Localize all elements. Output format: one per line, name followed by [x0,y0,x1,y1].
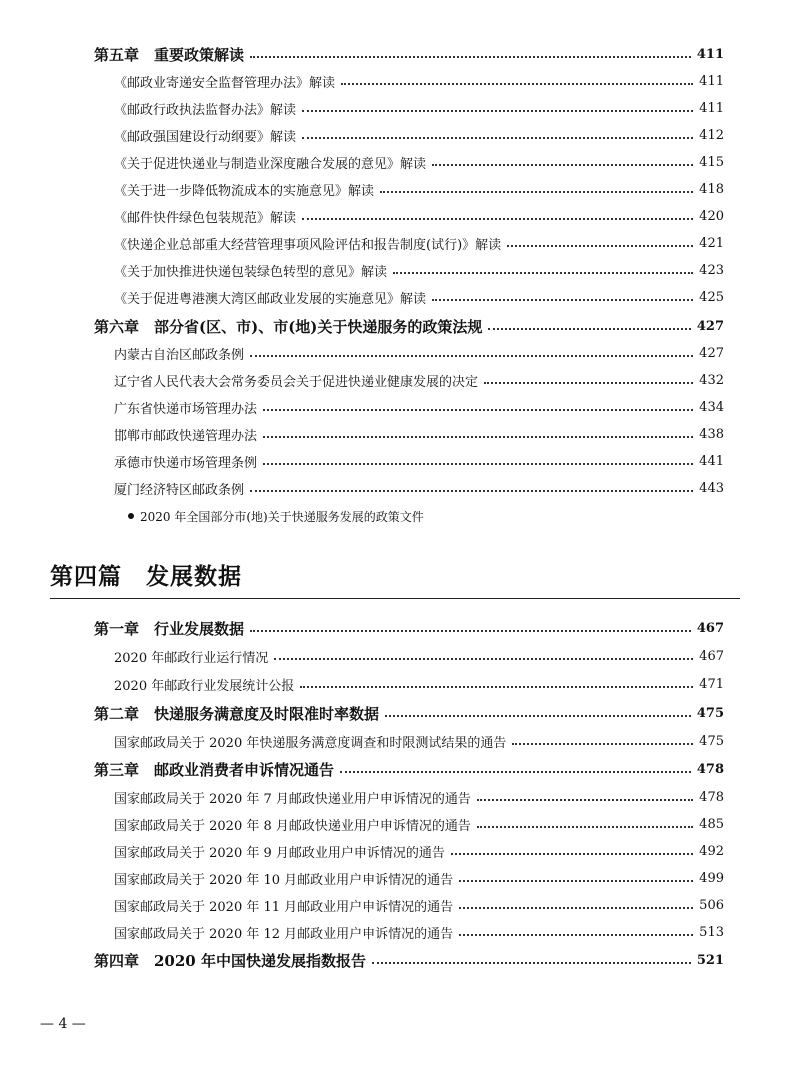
toc-entry-title: 《邮政业寄递安全监督管理办法》解读 [114,75,336,91]
dot-leader [451,853,693,855]
toc-page-number: 432 [699,372,724,388]
dot-leader [302,218,693,220]
dot-leader [250,355,693,357]
dot-leader [300,686,693,688]
dot-leader [274,658,693,660]
toc-chapter-title: 第二章 快递服务满意度及时限准时率数据 [94,704,380,723]
dot-leader [477,826,693,828]
toc-entry[interactable] [0,395,790,419]
toc-entry[interactable] [0,204,790,228]
toc-page-number: 475 [699,733,724,749]
toc-entry-title: 广东省快递市场管理办法 [114,401,258,417]
toc-entry[interactable] [0,231,790,255]
dot-leader [263,463,693,465]
dot-leader [477,799,693,801]
toc-entry-title: 国家邮政局关于 2020 年 7 月邮政快递业用户申诉情况的通告 [114,791,471,807]
toc-entry[interactable] [0,285,790,309]
toc-entry[interactable] [0,177,790,201]
toc-entry[interactable] [0,893,790,917]
toc-entry-title: 国家邮政局关于 2020 年 9 月邮政业用户申诉情况的通告 [114,845,445,861]
toc-chapter-title: 第六章 部分省(区、市)、市(地)关于快递服务的政策法规 [94,317,483,336]
toc-page-number: 415 [699,154,724,170]
toc-entry[interactable] [0,69,790,93]
toc-entry-title: 国家邮政局关于 2020 年快递服务满意度调查和时限测试结果的通告 [114,735,507,751]
toc-entry-title: 《关于促进粤港澳大湾区邮政业发展的实施意见》解读 [114,291,427,307]
dot-leader [372,962,691,964]
toc-page-number: 478 [696,761,724,777]
toc-page-number: 443 [699,480,724,496]
toc-entry[interactable] [0,341,790,365]
toc-entry-title: 2020 年邮政行业发展统计公报 [114,678,295,694]
dot-leader [507,245,693,247]
toc-chapter-title: 第三章 邮政业消费者申诉情况通告 [94,760,335,779]
toc-entry[interactable] [0,449,790,473]
dot-leader [263,409,693,411]
toc-page-number: 499 [699,870,724,886]
toc-entry-title: 国家邮政局关于 2020 年 12 月邮政业用户申诉情况的通告 [114,926,454,942]
toc-entry-title: 《关于促进快递业与制造业深度融合发展的意见》解读 [114,156,427,172]
toc-chapter[interactable] [0,616,790,640]
toc-page-number: 418 [699,181,724,197]
toc-entry[interactable] [0,96,790,120]
dot-leader [340,771,691,773]
dot-leader [488,328,690,330]
dot-leader [302,137,693,139]
toc-page-number: 441 [699,453,724,469]
dot-leader [432,164,693,166]
toc-chapter[interactable] [0,42,790,66]
toc-entry-title: 《邮政行政执法监督办法》解读 [114,102,297,118]
toc-entry[interactable] [0,644,790,668]
dot-leader [250,56,691,58]
toc-entry-title: 邯郸市邮政快递管理办法 [114,428,258,444]
toc-entry[interactable] [0,368,790,392]
toc-chapter-title: 第四章 2020 年中国快递发展指数报告 [94,951,366,970]
toc-entry-title: 2020 年邮政行业运行情况 [114,650,269,666]
toc-entry-title: 《邮政强国建设行动纲要》解读 [114,129,297,145]
toc-page-number: 506 [699,897,724,913]
toc-page-number: 411 [699,100,724,116]
toc-entry-title: 《邮件快件绿色包装规范》解读 [114,210,297,226]
dot-leader [302,110,693,112]
toc-entry[interactable] [0,422,790,446]
toc-entry-title: 内蒙古自治区邮政条例 [114,347,245,363]
toc-entry-title: 《快递企业总部重大经营管理事项风险评估和报告制度(试行)》解读 [114,237,502,253]
toc-chapter[interactable] [0,314,790,338]
toc-entry-title: 《关于加快推进快递包装绿色转型的意见》解读 [114,264,388,280]
toc-page-number: 467 [699,648,724,664]
dot-leader [459,907,693,909]
dot-leader [380,191,693,193]
toc-entry[interactable] [0,785,790,809]
toc-page-number: 438 [699,426,724,442]
toc-note-text: 2020 年全国部分市(地)关于快递服务发展的政策文件 [140,509,424,524]
toc-chapter-title: 第五章 重要政策解读 [94,45,245,64]
toc-entry-title: 国家邮政局关于 2020 年 11 月邮政业用户申诉情况的通告 [114,899,454,915]
dot-leader [459,934,693,936]
toc-page-number: 478 [699,789,724,805]
toc-page-number: 521 [696,952,724,968]
dot-leader [432,299,693,301]
part-heading [50,558,242,591]
toc-page-number: 425 [699,289,724,305]
page-footer-number: — 4 — [40,1016,86,1032]
toc-page-number: 485 [699,816,724,832]
toc-entry-title: 承德市快递市场管理条例 [114,455,258,471]
toc-page-number: 421 [699,235,724,251]
toc-chapter[interactable] [0,701,790,725]
toc-page-number: 427 [699,345,724,361]
toc-entry[interactable] [0,920,790,944]
toc-page-number: 492 [699,843,724,859]
toc-entry[interactable] [0,258,790,282]
toc-page-number: 411 [696,46,724,62]
toc-entry[interactable] [0,866,790,890]
toc-entry[interactable] [0,150,790,174]
toc-chapter[interactable] [0,948,790,972]
dot-leader [385,715,691,717]
toc-page-number: 420 [699,208,724,224]
toc-page-number: 411 [699,73,724,89]
bullet-icon [128,513,134,519]
toc-entry[interactable] [0,476,790,500]
toc-chapter-title: 第一章 行业发展数据 [94,619,245,638]
toc-page-number: 427 [696,318,724,334]
dot-leader [250,630,691,632]
toc-page-number: 412 [699,127,724,143]
dot-leader [512,743,693,745]
toc-entry[interactable] [0,812,790,836]
dot-leader [341,83,693,85]
toc-page-number: 434 [699,399,724,415]
dot-leader [393,272,693,274]
part-divider [50,598,740,599]
toc-entry[interactable] [0,672,790,696]
toc-entry-title: 辽宁省人民代表大会常务委员会关于促进快递业健康发展的决定 [114,374,479,390]
dot-leader [263,436,693,438]
dot-leader [250,490,693,492]
toc-page-number: 471 [699,676,724,692]
toc-chapter[interactable] [0,757,790,781]
toc-entry[interactable] [0,123,790,147]
part-title: 发展数据 [146,564,242,590]
dot-leader [484,382,693,384]
toc-entry-title: 《关于进一步降低物流成本的实施意见》解读 [114,183,375,199]
toc-entry-title: 国家邮政局关于 2020 年 8 月邮政快递业用户申诉情况的通告 [114,818,471,834]
toc-entry-title: 国家邮政局关于 2020 年 10 月邮政业用户申诉情况的通告 [114,872,454,888]
toc-note [128,505,728,527]
part-label: 第四篇 [50,564,122,590]
toc-page-number: 467 [696,620,724,636]
toc-entry[interactable] [0,729,790,753]
toc-entry[interactable] [0,839,790,863]
dot-leader [459,880,693,882]
toc-page-number: 475 [696,705,724,721]
toc-entry-title: 厦门经济特区邮政条例 [114,482,245,498]
toc-page-number: 423 [699,262,724,278]
toc-page-number: 513 [699,924,724,940]
